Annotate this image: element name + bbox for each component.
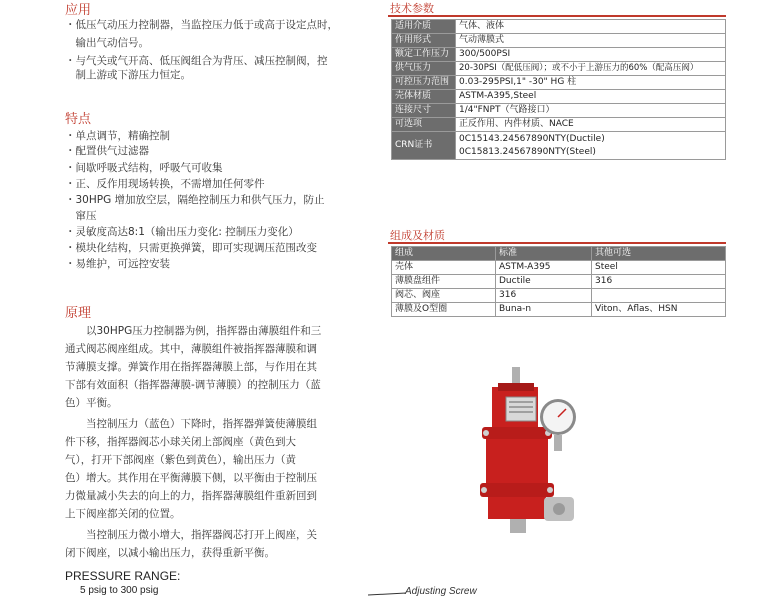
tech-value: 1/4"FNPT（气路接口） (456, 104, 726, 118)
application-line: ・与气关或气开高、低压阀组合为背压、减压控制阀，控 (65, 55, 328, 67)
tech-title: 技术参数 (390, 2, 434, 15)
tech-key: 连接尺寸 (392, 104, 456, 118)
tech-key: 可选项 (392, 118, 456, 132)
table-cell: 316 (496, 289, 592, 303)
principle-line: 色）平衡。 (65, 397, 118, 409)
table-cell: ASTM-A395 (496, 261, 592, 275)
principle-line: 色）增大。其作用在平衡薄膜下侧，以平衡由于控制压 (65, 472, 317, 484)
tech-key: 可控压力范围 (392, 76, 456, 90)
column-header: 标准 (496, 247, 592, 261)
table-row (392, 34, 726, 48)
table-row (392, 261, 726, 275)
principle-line: 上下阀座都关闭的位置。 (65, 508, 181, 520)
table-row (392, 275, 726, 289)
tech-key: 额定工作压力 (392, 48, 456, 62)
materials-table (391, 246, 726, 317)
application-title: 应用 (65, 3, 92, 18)
table-row (392, 303, 726, 317)
tech-value: 0.03-295PSI,1" -30" HG 柱 (456, 76, 726, 90)
table-cell (592, 289, 726, 303)
pressure-range-title: PRESSURE RANGE: (65, 569, 181, 583)
table-row (392, 76, 726, 90)
tech-value: 20-30PSI（配低压阀）；或不小于上游压力的60%（配高压阀） (456, 62, 726, 76)
table-cell: Steel (592, 261, 726, 275)
feature-item: ・灵敏度高达8:1（输出压力变化: 控制压力变化） (65, 226, 299, 238)
tech-key: CRN证书 (392, 132, 456, 160)
tech-key: 适用介质 (392, 20, 456, 34)
table-row (392, 104, 726, 118)
table-row (392, 90, 726, 104)
feature-item: ・模块化结构，只需更换弹簧，即可实现调压范围改变 (65, 242, 317, 254)
table-cell: 薄膜盘组件 (392, 275, 496, 289)
column-header: 组成 (392, 247, 496, 261)
table-cell: Viton、Aflas、HSN (592, 303, 726, 317)
principle-line: 当控制压力微小增大，指挥器阀芯打开上阀座，关 (65, 529, 317, 541)
table-row (392, 118, 726, 132)
tech-value: 正反作用、内件材质、NACE (456, 118, 726, 132)
principle-line: 通式阀芯阀座组成。其中，薄膜组件被指挥器薄膜和调 (65, 343, 317, 355)
tech-table (391, 19, 726, 160)
tech-key: 壳体材质 (392, 90, 456, 104)
table-cell: Buna-n (496, 303, 592, 317)
table-row (392, 132, 726, 160)
pressure-range-value: 5 psig to 300 psig (80, 585, 159, 596)
table-cell: Ductile (496, 275, 592, 289)
feature-item: ・易维护，可远控安装 (65, 258, 170, 270)
pressure-controller-image (478, 365, 588, 540)
tech-key: 供气压力 (392, 62, 456, 76)
table-row (392, 48, 726, 62)
principle-title: 原理 (65, 306, 92, 321)
tech-title-rule (388, 15, 726, 17)
principle-line: 气），打开下部阀座（紫色到黄色），输出压力（黄 (65, 454, 296, 466)
tech-value: 气体、液体 (456, 20, 726, 34)
adjusting-screw-label: Adjusting Screw (405, 586, 477, 597)
table-row (392, 62, 726, 76)
tech-value: ASTM-A395,Steel (456, 90, 726, 104)
table-cell: 薄膜及O型圈 (392, 303, 496, 317)
crn-line: 0C15143.24567890NTY(Ductile) (459, 133, 605, 144)
materials-title: 组成及材质 (390, 229, 445, 242)
principle-line: 力微量减小失去的向上的力，指挥器薄膜组件重新回到 (65, 490, 317, 502)
features-title: 特点 (65, 112, 92, 127)
principle-line: 闭下阀座，以减小输出压力，获得重新平衡。 (65, 547, 275, 559)
leader-line (368, 590, 408, 598)
application-line: ・低压气动压力控制器，当监控压力低于或高于设定点时， (65, 19, 338, 31)
principle-line: 当控制压力（蓝色）下降时，指挥器弹簧使薄膜组 (65, 418, 317, 430)
principle-line: 以30HPG压力控制器为例，指挥器由薄膜组件和三 (65, 325, 322, 337)
table-row (392, 289, 726, 303)
tech-value: 300/500PSI (456, 48, 726, 62)
column-header: 其他可选 (592, 247, 726, 261)
application-line: 输出气动信号。 (65, 37, 149, 49)
principle-line: 件下移，指挥器阀芯小球关闭上部阀座（黄色到大 (65, 436, 296, 448)
table-cell: 壳体 (392, 261, 496, 275)
tech-key: 作用形式 (392, 34, 456, 48)
application-line: 制上游或下游压力恒定。 (65, 69, 191, 81)
table-cell: 316 (592, 275, 726, 289)
feature-item: ・间歇呼吸式结构，呼吸气可收集 (65, 162, 223, 174)
feature-item: ・正、反作用现场转换，不需增加任何零件 (65, 178, 265, 190)
materials-title-rule (388, 242, 726, 244)
principle-line: 节薄膜支撑。弹簧作用在指挥器薄膜上部，与作用在其 (65, 361, 317, 373)
feature-item: ・配置供气过滤器 (65, 145, 149, 157)
table-row (392, 20, 726, 34)
principle-line: 下部有效面积（指挥器薄膜-调节薄膜）的控制压力（蓝 (65, 379, 321, 391)
crn-line: 0C15813.24567890NTY(Steel) (459, 146, 596, 157)
table-header-row (392, 247, 726, 261)
feature-item: ・30HPG 增加放空层，隔绝控制压力和供气压力，防止 (65, 194, 325, 206)
feature-item: ・单点调节，精确控制 (65, 130, 170, 142)
table-cell: 阀芯、阀座 (392, 289, 496, 303)
tech-value: 气动薄膜式 (456, 34, 726, 48)
feature-item: 窜压 (65, 210, 97, 222)
tech-value (456, 132, 726, 160)
